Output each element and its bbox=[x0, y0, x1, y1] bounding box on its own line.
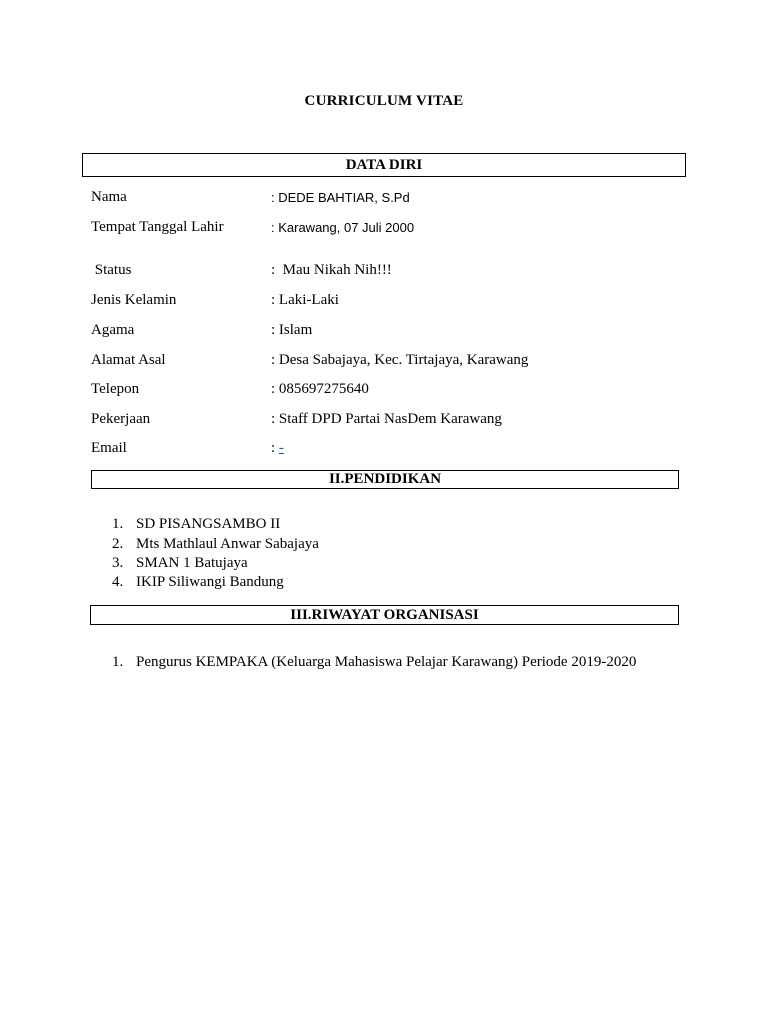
field-label-tempat-tanggal-lahir: Tempat Tanggal Lahir bbox=[91, 219, 224, 235]
field-value-email bbox=[271, 440, 284, 457]
section-header-riwayat-organisasi: III.RIWAYAT ORGANISASI bbox=[90, 605, 679, 625]
field-label-pekerjaan: Pekerjaan bbox=[91, 411, 151, 427]
field-value-agama: : Islam bbox=[271, 322, 313, 338]
field-label-alamat-asal: Alamat Asal bbox=[91, 352, 166, 368]
list-item bbox=[0, 536, 768, 555]
list-text: IKIP Siliwangi Bandung bbox=[136, 574, 284, 590]
list-item bbox=[0, 516, 768, 535]
field-label-email: Email bbox=[91, 440, 127, 456]
field-row-tempat-tanggal-lahir bbox=[0, 219, 768, 239]
field-value-alamat-asal: : Desa Sabajaya, Kec. Tirtajaya, Karawang bbox=[271, 352, 529, 368]
list-text: SMAN 1 Batujaya bbox=[136, 555, 248, 571]
field-value-nama: : DEDE BAHTIAR, S.Pd bbox=[271, 190, 410, 205]
field-row-status bbox=[0, 262, 768, 282]
field-label-status: Status bbox=[91, 262, 132, 278]
section-header-data-diri: DATA DIRI bbox=[82, 153, 686, 177]
section-header-pendidikan: II.PENDIDIKAN bbox=[91, 470, 679, 489]
field-row-telepon bbox=[0, 381, 768, 401]
field-value-status: : Mau Nikah Nih!!! bbox=[271, 262, 392, 278]
list-number: 1. bbox=[112, 654, 124, 670]
list-number: 1. bbox=[112, 516, 124, 532]
list-text: Mts Mathlaul Anwar Sabajaya bbox=[136, 536, 319, 552]
field-label-nama: Nama bbox=[91, 189, 127, 205]
field-value-pekerjaan: : Staff DPD Partai NasDem Karawang bbox=[271, 411, 502, 427]
list-item bbox=[0, 574, 768, 593]
list-number: 3. bbox=[112, 555, 124, 571]
list-text: SD PISANGSAMBO II bbox=[136, 516, 281, 532]
field-row-agama bbox=[0, 322, 768, 342]
list-text: Pengurus KEMPAKA (Keluarga Mahasiswa Pelajar Karawang) Periode 2019-2020 bbox=[136, 654, 637, 670]
field-value-tempat-tanggal-lahir: : Karawang, 07 Juli 2000 bbox=[271, 220, 415, 235]
email-link[interactable]: - bbox=[278, 440, 284, 456]
list-item bbox=[0, 654, 768, 673]
field-row-jenis-kelamin bbox=[0, 292, 768, 312]
email-colon: : bbox=[271, 440, 279, 456]
list-item bbox=[0, 555, 768, 574]
field-row-email bbox=[0, 440, 768, 460]
field-label-jenis-kelamin: Jenis Kelamin bbox=[91, 292, 177, 308]
field-value-telepon: : 085697275640 bbox=[271, 381, 369, 397]
field-row-alamat-asal bbox=[0, 352, 768, 372]
field-value-jenis-kelamin: : Laki-Laki bbox=[271, 292, 339, 308]
document-title: CURRICULUM VITAE bbox=[304, 93, 464, 109]
field-row-nama bbox=[0, 189, 768, 209]
field-row-pekerjaan bbox=[0, 411, 768, 431]
field-label-telepon: Telepon bbox=[91, 381, 140, 397]
field-label-agama: Agama bbox=[91, 322, 135, 338]
list-number: 2. bbox=[112, 536, 124, 552]
list-number: 4. bbox=[112, 574, 124, 590]
